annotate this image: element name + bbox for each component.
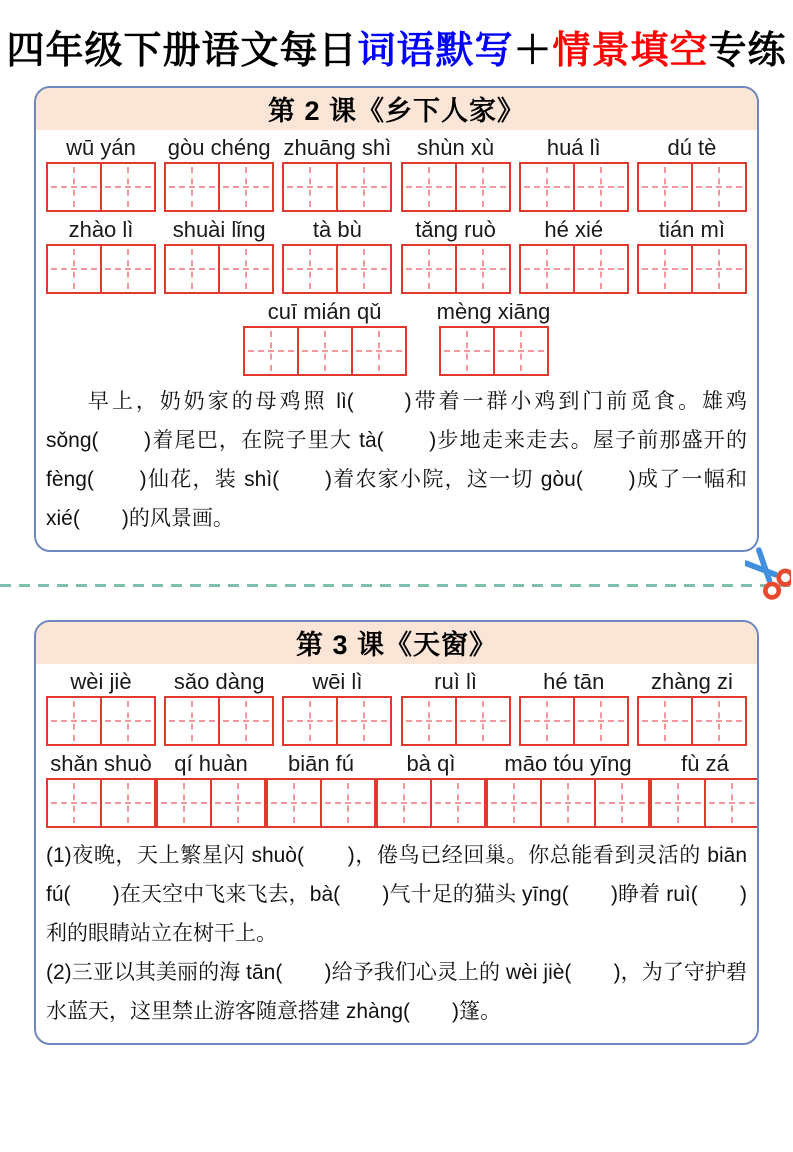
pinyin-word-item <box>156 751 266 828</box>
lesson-header: 第 3 课《天窗》 <box>36 622 757 664</box>
grid-cell <box>218 698 272 744</box>
pinyin-label: hé xié <box>544 216 604 242</box>
grid-cell <box>639 246 691 292</box>
title-part-red: 情景填空 <box>552 30 709 72</box>
pinyin-word-item <box>282 669 392 746</box>
pinyin-label: zhào lì <box>68 216 134 242</box>
writing-grid[interactable] <box>637 696 747 746</box>
pinyin-word-item <box>519 217 629 294</box>
grid-cell <box>540 780 594 826</box>
grid-cell <box>100 246 154 292</box>
writing-grid[interactable] <box>164 696 274 746</box>
pinyin-word-item <box>401 135 511 212</box>
pinyin-label: biān fú <box>287 750 355 776</box>
grid-cell <box>455 698 509 744</box>
writing-grid[interactable] <box>637 162 747 212</box>
pinyin-label: mèng xiāng <box>436 298 551 324</box>
writing-grid[interactable] <box>439 326 549 376</box>
pinyin-word-row <box>36 217 757 294</box>
grid-cell <box>430 780 484 826</box>
pinyin-word-item <box>637 135 747 212</box>
pinyin-label: dú tè <box>667 134 717 160</box>
writing-grid[interactable] <box>46 162 156 212</box>
fill-blank-paragraph: 早上，奶奶家的母鸡照 lì( )带着一群小鸡到门前觅食。雄鸡 sǒng( )着尾巴，在院子里大 tà( )步地走来走去。屋子前那盛开的 fèng( )仙花，装 shì( )着农家小院，这一切 gòu( )成了一幅和 xié( )的风景画。 <box>46 389 747 530</box>
grid-cell <box>704 780 758 826</box>
grid-cell <box>455 164 509 210</box>
worksheet-page <box>0 30 793 1152</box>
grid-cell <box>100 780 154 826</box>
writing-grid[interactable] <box>243 326 407 376</box>
title-part-black-2: 专练 <box>708 30 787 72</box>
grid-cell <box>521 698 573 744</box>
pinyin-word-item <box>164 217 274 294</box>
grid-cell <box>48 164 100 210</box>
grid-cell <box>245 328 297 374</box>
grid-cell <box>521 164 573 210</box>
pinyin-word-item <box>437 299 551 376</box>
grid-cell <box>48 780 100 826</box>
grid-cell <box>166 246 218 292</box>
grid-cell <box>218 164 272 210</box>
writing-grid[interactable] <box>401 244 511 294</box>
page-title <box>0 30 793 74</box>
pinyin-word-item <box>401 669 511 746</box>
pinyin-word-item <box>46 135 156 212</box>
writing-grid[interactable] <box>282 696 392 746</box>
writing-grid[interactable] <box>164 244 274 294</box>
grid-cell <box>100 698 154 744</box>
pinyin-word-row <box>36 669 757 746</box>
grid-cell <box>691 246 745 292</box>
grid-cell <box>166 698 218 744</box>
grid-cell <box>297 328 351 374</box>
writing-grid[interactable] <box>650 778 759 828</box>
writing-grid[interactable] <box>519 696 629 746</box>
pinyin-label: ruì lì <box>434 668 477 694</box>
pinyin-label: gòu chéng <box>167 134 271 160</box>
pinyin-label: tián mì <box>658 216 725 242</box>
fill-blank-paragraph: (2)三亚以其美丽的海 tān( )给予我们心灵上的 wèi jiè( )，为了守护碧水蓝天，这里禁止游客随意搭建 zhàng( )篷。 <box>46 960 747 1023</box>
pinyin-label: fù zá <box>681 750 729 776</box>
grid-cell <box>403 698 455 744</box>
writing-grid[interactable] <box>282 244 392 294</box>
lesson-card-3 <box>34 620 759 1045</box>
pinyin-word-item <box>282 135 392 212</box>
pinyin-label: huá lì <box>546 134 601 160</box>
grid-cell <box>594 780 648 826</box>
writing-grid[interactable] <box>266 778 376 828</box>
pinyin-label: shuài lǐng <box>172 216 266 242</box>
cut-line <box>0 584 793 587</box>
writing-grid[interactable] <box>46 778 156 828</box>
pinyin-word-item <box>282 217 392 294</box>
writing-grid[interactable] <box>156 778 266 828</box>
writing-grid[interactable] <box>376 778 486 828</box>
pinyin-word-row <box>36 751 757 828</box>
grid-cell <box>351 328 405 374</box>
grid-cell <box>521 246 573 292</box>
grid-cell <box>441 328 493 374</box>
grid-cell <box>210 780 264 826</box>
pinyin-label: qí huàn <box>174 750 248 776</box>
pinyin-label: shùn xù <box>417 134 495 160</box>
pinyin-label: wū yán <box>66 134 136 160</box>
pinyin-label: sǎo dàng <box>173 668 265 694</box>
grid-cell <box>158 780 210 826</box>
grid-cell <box>378 780 430 826</box>
fill-blank-paragraph: (1)夜晚，天上繁星闪 shuò( )，倦鸟已经回巢。你总能看到灵活的 biān fú( )在天空中飞来飞去，bà( )气十足的猫头 yīng( )睁着 ruì( )利的眼睛站立在树干上。 <box>46 843 747 945</box>
pinyin-word-item <box>266 751 376 828</box>
grid-cell <box>268 780 320 826</box>
pinyin-label: tà bù <box>312 216 362 242</box>
grid-cell <box>336 246 390 292</box>
grid-cell <box>652 780 704 826</box>
grid-cell <box>166 164 218 210</box>
pinyin-word-item <box>637 217 747 294</box>
title-part-plus: ＋ <box>513 30 553 72</box>
grid-cell <box>573 164 627 210</box>
writing-grid[interactable] <box>519 162 629 212</box>
writing-grid[interactable] <box>46 244 156 294</box>
pinyin-word-row <box>36 135 757 212</box>
grid-cell <box>218 246 272 292</box>
grid-cell <box>403 164 455 210</box>
writing-grid[interactable] <box>401 696 511 746</box>
grid-cell <box>48 246 100 292</box>
grid-cell <box>691 164 745 210</box>
grid-cell <box>639 698 691 744</box>
grid-cell <box>639 164 691 210</box>
grid-cell <box>100 164 154 210</box>
grid-cell <box>284 164 336 210</box>
pinyin-word-item <box>519 669 629 746</box>
lesson-header: 第 2 课《乡下人家》 <box>36 88 757 130</box>
pinyin-word-item <box>46 751 156 828</box>
grid-cell <box>48 698 100 744</box>
writing-grid[interactable] <box>637 244 747 294</box>
writing-grid[interactable] <box>282 162 392 212</box>
writing-grid[interactable] <box>486 778 650 828</box>
pinyin-word-item <box>243 299 407 376</box>
writing-grid[interactable] <box>46 696 156 746</box>
pinyin-label: zhàng zi <box>650 668 733 694</box>
pinyin-word-item <box>519 135 629 212</box>
pinyin-label: wēi lì <box>312 668 363 694</box>
pinyin-label: wèi jiè <box>70 668 132 694</box>
pinyin-label: zhuāng shì <box>283 134 392 160</box>
pinyin-label: cuī mián qǔ <box>267 298 382 324</box>
scissors-icon <box>745 544 791 602</box>
pinyin-word-item <box>376 751 486 828</box>
grid-cell <box>284 246 336 292</box>
pinyin-word-item <box>46 217 156 294</box>
pinyin-word-item <box>486 751 650 828</box>
grid-cell <box>284 698 336 744</box>
title-part-black-1: 四年级下册语文每日 <box>6 30 358 72</box>
grid-cell <box>403 246 455 292</box>
pinyin-word-item <box>46 669 156 746</box>
writing-grid[interactable] <box>164 162 274 212</box>
grid-cell <box>573 698 627 744</box>
pinyin-label: hé tān <box>543 668 605 694</box>
pinyin-word-row <box>36 299 757 376</box>
title-part-blue: 词语默写 <box>357 30 514 72</box>
pinyin-word-item <box>401 217 511 294</box>
lesson-card-2 <box>34 86 759 552</box>
pinyin-word-item <box>650 751 759 828</box>
pinyin-word-item <box>164 669 274 746</box>
pinyin-label: tǎng ruò <box>415 216 496 242</box>
grid-cell <box>691 698 745 744</box>
grid-cell <box>488 780 540 826</box>
pinyin-label: bà qì <box>406 750 456 776</box>
pinyin-label: māo tóu yīng <box>504 750 632 776</box>
writing-grid[interactable] <box>401 162 511 212</box>
pinyin-word-item <box>164 135 274 212</box>
pinyin-label: shǎn shuò <box>50 750 152 776</box>
grid-cell <box>320 780 374 826</box>
cut-line-section <box>0 552 793 620</box>
grid-cell <box>336 698 390 744</box>
pinyin-word-item <box>637 669 747 746</box>
grid-cell <box>336 164 390 210</box>
grid-cell <box>455 246 509 292</box>
grid-cell <box>573 246 627 292</box>
writing-grid[interactable] <box>519 244 629 294</box>
grid-cell <box>493 328 547 374</box>
